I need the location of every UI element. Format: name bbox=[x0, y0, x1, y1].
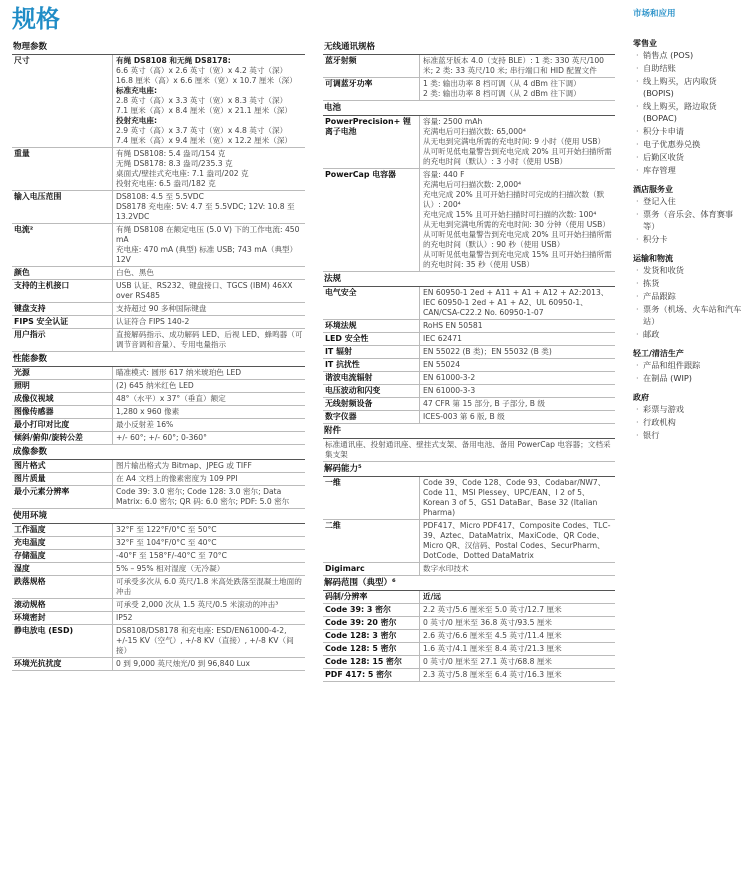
spec-value bbox=[112, 329, 305, 351]
spec-row bbox=[323, 630, 615, 643]
spec-value-line: Code 39: 3.0 密尔; Code 128: 3.0 密尔; Data Matrix: 6.0 密尔; QR 码: 6.0 密尔; PDF: 5.0 密尔 bbox=[116, 487, 290, 506]
spec-value-line: ICES-003 第 6 版, B 级 bbox=[423, 412, 505, 421]
spec-value-line: 32°F 至 122°F/0°C 至 50°C bbox=[116, 525, 217, 534]
spec-value-line: 1,280 x 960 像素 bbox=[116, 407, 180, 416]
spec-value bbox=[112, 473, 305, 485]
spec-label: IT 抗扰性 bbox=[325, 360, 360, 369]
spec-value-line: 直接解码指示、成功解码 LED、后视 LED、蜂鸣器（可调节音调和音量）、专用电量指示 bbox=[116, 330, 303, 349]
market-item: · 电子优惠券兑换 bbox=[633, 138, 743, 150]
spec-value-line: 认证符合 FIPS 140-2 bbox=[116, 317, 190, 326]
market-group bbox=[633, 392, 743, 441]
spec-value bbox=[112, 380, 305, 392]
spec-row bbox=[323, 359, 615, 372]
spec-value-line: 充电完成 15% 且可开始扫描时可扫描的次数: 100⁴ bbox=[423, 210, 597, 219]
spec-label: 一维 bbox=[325, 478, 341, 487]
spec-label: 蓝牙射频 bbox=[325, 56, 357, 65]
section-heading: 附件 bbox=[323, 424, 615, 439]
spec-label: IT 辐射 bbox=[325, 347, 352, 356]
spec-value-line: (2) 645 纳米红色 LED bbox=[116, 381, 194, 390]
spec-row bbox=[323, 372, 615, 385]
spec-row bbox=[12, 267, 305, 280]
market-group-heading: 零售业 bbox=[633, 39, 657, 48]
spec-row bbox=[12, 658, 305, 671]
spec-label: 支持的主机接口 bbox=[14, 281, 70, 290]
spec-value-line: 瞄准模式: 圆形 617 纳米琥珀色 LED bbox=[116, 368, 242, 377]
market-item: · 票务（机场、火车站和汽车站） bbox=[633, 303, 743, 327]
section-heading: 法规 bbox=[323, 272, 615, 287]
section-heading: 解码范围（典型）⁶ bbox=[323, 576, 615, 591]
spec-row bbox=[323, 287, 615, 320]
spec-value-line: EN 55022 (B 类)；EN 55032 (B 类) bbox=[423, 347, 552, 356]
spec-column-left bbox=[12, 40, 305, 671]
spec-value bbox=[112, 316, 305, 328]
spec-label: 无线射频设备 bbox=[325, 399, 373, 408]
section-heading: 使用环境 bbox=[12, 509, 305, 524]
spec-row bbox=[12, 380, 305, 393]
spec-value-line: 从可听见低电量警告到充电完成 15% 且可开始扫描所需的充电时间: 35 秒（使用 USB） bbox=[423, 250, 612, 269]
spec-value-line: 2.2 英寸/5.6 厘米至 5.0 英寸/12.7 厘米 bbox=[423, 605, 562, 614]
spec-label: 倾斜/俯仰/旋转公差 bbox=[14, 433, 83, 442]
spec-label: 照明 bbox=[14, 381, 30, 390]
market-item: · 线上购买，店内取货 (BOPIS) bbox=[633, 75, 743, 99]
spec-label: 图像传感器 bbox=[14, 407, 54, 416]
spec-value-line: 投射充电座: bbox=[116, 116, 158, 125]
market-item: · 发货和收货 bbox=[633, 264, 743, 276]
spec-value-line: -40°F 至 158°F/-40°C 至 70°C bbox=[116, 551, 227, 560]
spec-value bbox=[112, 224, 305, 266]
spec-label: 二维 bbox=[325, 521, 341, 530]
section-heading: 解码能力⁵ bbox=[323, 462, 615, 477]
spec-label: 工作温度 bbox=[14, 525, 46, 534]
spec-row bbox=[12, 303, 305, 316]
market-group bbox=[633, 253, 743, 340]
spec-label: 电流² bbox=[14, 225, 34, 234]
spec-value bbox=[419, 656, 615, 668]
spec-label: LED 安全性 bbox=[325, 334, 369, 343]
spec-label: 静电放电 (ESD) bbox=[14, 626, 74, 635]
spec-value bbox=[112, 55, 305, 147]
market-group bbox=[633, 348, 743, 384]
market-item: · 积分卡 bbox=[633, 233, 743, 245]
spec-value-line: 32°F 至 104°F/0°C 至 40°C bbox=[116, 538, 217, 547]
spec-value-line: 1.6 英寸/4.1 厘米至 8.4 英寸/21.3 厘米 bbox=[423, 644, 562, 653]
spec-label: Code 128: 3 密尔 bbox=[325, 631, 397, 640]
spec-row bbox=[323, 563, 615, 576]
spec-value-line: 0 英寸/0 厘米至 36.8 英寸/93.5 厘米 bbox=[423, 618, 553, 627]
market-item: · 银行 bbox=[633, 429, 743, 441]
spec-row bbox=[323, 169, 615, 272]
spec-value bbox=[419, 398, 615, 410]
spec-label: 用户指示 bbox=[14, 330, 46, 339]
spec-row bbox=[323, 656, 615, 669]
spec-value bbox=[112, 191, 305, 223]
spec-value bbox=[112, 550, 305, 562]
spec-label: 最小打印对比度 bbox=[14, 420, 70, 429]
spec-value bbox=[112, 280, 305, 302]
spec-value-line: 2.8 英寸（高）x 3.3 英寸（宽）x 8.3 英寸（深） bbox=[116, 96, 288, 105]
spec-value-line: 最小反射差 16% bbox=[116, 420, 174, 429]
spec-value-line: 0 英寸/0 厘米至 27.1 英寸/68.8 厘米 bbox=[423, 657, 553, 666]
markets-column bbox=[633, 8, 743, 449]
spec-value bbox=[419, 359, 615, 371]
page-title: 规格 bbox=[12, 5, 60, 33]
spec-label: PowerCap 电容器 bbox=[325, 170, 396, 179]
markets-title: 市场和应用 bbox=[633, 9, 676, 19]
spec-value-line: PDF417、Micro PDF417、Composite Codes、TLC-39、Aztec、DataMatrix、MaxiCode、QR Code、Micro QR、汉信码、Postal Codes、SecurPharm、DotCode、Dotted DataMatrix bbox=[423, 521, 611, 560]
spec-value bbox=[112, 658, 305, 670]
section-text: 标准通讯座、投射通讯座、壁挂式支架、备用电池、备用 PowerCap 电容器；文档采集支架 bbox=[323, 439, 615, 462]
section-heading: 物理参数 bbox=[12, 40, 305, 55]
spec-value-line: 支持超过 90 多种国际键盘 bbox=[116, 304, 207, 313]
spec-value-line: EN 55024 bbox=[423, 360, 461, 369]
spec-value bbox=[419, 477, 615, 519]
spec-value bbox=[419, 333, 615, 345]
spec-label: 输入电压范围 bbox=[14, 192, 62, 201]
spec-label: 成像仪视域 bbox=[14, 394, 54, 403]
spec-value-line: 标准充电座: bbox=[116, 86, 158, 95]
section-heading: 无线通讯规格 bbox=[323, 40, 615, 55]
spec-value-line: 2.3 英寸/5.8 厘米至 6.4 英寸/16.3 厘米 bbox=[423, 670, 562, 679]
spec-value-line: 5% – 95% 相对湿度（无冷凝） bbox=[116, 564, 225, 573]
spec-value bbox=[112, 576, 305, 598]
spec-row bbox=[12, 419, 305, 432]
spec-value bbox=[419, 669, 615, 681]
market-item: · 拣货 bbox=[633, 277, 743, 289]
spec-value bbox=[419, 411, 615, 423]
market-item: · 在制品 (WIP) bbox=[633, 372, 743, 384]
spec-value-line: 从可听见低电量警告到充电完成 20% 且可开始扫描所需的充电时间（默认）: 3 小时（使用 USB） bbox=[423, 147, 612, 166]
spec-row bbox=[12, 563, 305, 576]
spec-label: 图片格式 bbox=[14, 461, 46, 470]
spec-label: 湿度 bbox=[14, 564, 30, 573]
market-item: · 库存管理 bbox=[633, 164, 743, 176]
spec-row bbox=[323, 346, 615, 359]
spec-value bbox=[112, 406, 305, 418]
spec-value bbox=[419, 116, 615, 168]
spec-row bbox=[12, 576, 305, 599]
spec-value bbox=[112, 419, 305, 431]
spec-row bbox=[12, 612, 305, 625]
spec-row bbox=[12, 191, 305, 224]
spec-row bbox=[12, 550, 305, 563]
spec-value-line: Code 39、Code 128、Code 93、Codabar/NW7、Code 11、MSI Plessey、UPC/EAN、I 2 of 5、Korean 3 of 5、GS1 DataBar、Base 32 (Italian Pharma) bbox=[423, 478, 606, 517]
spec-value bbox=[112, 460, 305, 472]
spec-row bbox=[12, 537, 305, 550]
spec-value-line: 2.6 英寸/6.6 厘米至 4.5 英寸/11.4 厘米 bbox=[423, 631, 562, 640]
spec-value-line: 7.4 厘米（高）x 9.4 厘米（宽）x 12.2 厘米（深） bbox=[116, 136, 293, 145]
spec-row bbox=[12, 524, 305, 537]
market-item: · 登记入住 bbox=[633, 195, 743, 207]
section-heading: 成像参数 bbox=[12, 445, 305, 460]
spec-label: 滚动规格 bbox=[14, 600, 46, 609]
spec-label: 尺寸 bbox=[14, 56, 30, 65]
spec-row bbox=[323, 55, 615, 78]
spec-value-line: EN 61000-3-2 bbox=[423, 373, 476, 382]
spec-label: 颜色 bbox=[14, 268, 30, 277]
spec-value-line: 从可听见低电量警告到充电完成 20% 且可开始扫描所需的充电时间（默认）: 90 秒（使用 USB） bbox=[423, 230, 612, 249]
spec-row bbox=[12, 224, 305, 267]
spec-row bbox=[12, 329, 305, 352]
spec-row bbox=[12, 393, 305, 406]
spec-row bbox=[323, 385, 615, 398]
spec-value-line: 投射充电座: 6.5 盎司/182 克 bbox=[116, 179, 216, 188]
header-value: 近/远 bbox=[419, 591, 615, 603]
spec-value-line: 7.1 厘米（高）x 8.4 厘米（宽）x 21.1 厘米（深） bbox=[116, 106, 293, 115]
spec-value-line: RoHS EN 50581 bbox=[423, 321, 483, 330]
spec-value-line: 充电完成 20% 且可开始扫描时可完成的扫描次数（默认）: 200⁴ bbox=[423, 190, 605, 209]
spec-value-line: 在 A4 文档上的像素密度为 109 PPI bbox=[116, 474, 238, 483]
spec-value bbox=[112, 367, 305, 379]
spec-value bbox=[112, 563, 305, 575]
spec-label: 可调蓝牙功率 bbox=[325, 79, 373, 88]
spec-label: 电压波动和闪变 bbox=[325, 386, 381, 395]
market-item: · 销售点 (POS) bbox=[633, 49, 743, 61]
spec-value bbox=[419, 287, 615, 319]
section-heading: 性能参数 bbox=[12, 352, 305, 367]
spec-label: Code 128: 15 密尔 bbox=[325, 657, 402, 666]
spec-value-line: DS8178 充电座: 5V: 4.7 至 5.5VDC; 12V: 10.8 至 13.2VDC bbox=[116, 202, 295, 221]
spec-row bbox=[323, 411, 615, 424]
spec-label: 环境密封 bbox=[14, 613, 46, 622]
spec-value bbox=[112, 393, 305, 405]
spec-label: 图片质量 bbox=[14, 474, 46, 483]
market-item: · 票务（音乐会、体育赛事等） bbox=[633, 208, 743, 232]
spec-row bbox=[323, 617, 615, 630]
spec-value bbox=[419, 55, 615, 77]
market-item: · 产品跟踪 bbox=[633, 290, 743, 302]
spec-row bbox=[323, 643, 615, 656]
spec-value-line: 有绳 DS8108 在额定电压 (5.0 V) 下的工作电流: 450 mA bbox=[116, 225, 300, 244]
market-item: · 邮政 bbox=[633, 328, 743, 340]
spec-row bbox=[12, 432, 305, 445]
spec-label: 键盘支持 bbox=[14, 304, 46, 313]
market-group bbox=[633, 184, 743, 245]
spec-value bbox=[419, 372, 615, 384]
spec-label: 环境光抗扰度 bbox=[14, 659, 62, 668]
spec-value-line: 有绳 DS8108 和无绳 DS8178: bbox=[116, 56, 231, 65]
spec-value bbox=[419, 563, 615, 575]
market-item: · 线上购买，路边取货 (BOPAC) bbox=[633, 100, 743, 124]
spec-value-line: USB 认证、RS232、键盘接口、TGCS (IBM) 46XX over RS485 bbox=[116, 281, 293, 300]
spec-value-line: EN 61000-3-3 bbox=[423, 386, 476, 395]
spec-value bbox=[419, 346, 615, 358]
spec-value-line: 0 到 9,000 英尺烛光/0 到 96,840 Lux bbox=[116, 659, 250, 668]
spec-value bbox=[419, 630, 615, 642]
spec-value bbox=[112, 267, 305, 279]
spec-row bbox=[12, 486, 305, 509]
spec-label: 电气安全 bbox=[325, 288, 357, 297]
market-item: · 彩票与游戏 bbox=[633, 403, 743, 415]
spec-label: PDF 417: 5 密尔 bbox=[325, 670, 392, 679]
spec-value-line: 1 类: 输出功率 8 档可调（从 4 dBm 往下调） bbox=[423, 79, 581, 88]
market-group-heading: 政府 bbox=[633, 393, 649, 402]
spec-row bbox=[323, 520, 615, 563]
spec-label: PowerPrecision+ 锂离子电池 bbox=[325, 117, 411, 136]
market-group-heading: 酒店服务业 bbox=[633, 185, 673, 194]
spec-label: Code 39: 3 密尔 bbox=[325, 605, 391, 614]
spec-value-line: 2 类: 输出功率 8 档可调（从 2 dBm 往下调） bbox=[423, 89, 581, 98]
section-heading: 电池 bbox=[323, 101, 615, 116]
spec-value bbox=[419, 385, 615, 397]
market-item: · 后勤区收货 bbox=[633, 151, 743, 163]
spec-value bbox=[112, 599, 305, 611]
table-header-row bbox=[323, 591, 615, 604]
spec-row bbox=[323, 398, 615, 411]
spec-value-line: 有绳 DS8108: 5.4 盎司/154 克 bbox=[116, 149, 226, 158]
spec-row bbox=[323, 320, 615, 333]
spec-label: 充电温度 bbox=[14, 538, 46, 547]
spec-label: Digimarc bbox=[325, 564, 365, 573]
spec-value bbox=[112, 148, 305, 190]
spec-value bbox=[419, 643, 615, 655]
spec-row bbox=[12, 280, 305, 303]
spec-column-middle bbox=[323, 40, 615, 682]
spec-label: 环境法规 bbox=[325, 321, 357, 330]
spec-value-line: 从无电到完满电所需的充电时间: 30 分钟（使用 USB） bbox=[423, 220, 610, 229]
spec-label: FIPS 安全认证 bbox=[14, 317, 69, 326]
market-group bbox=[633, 38, 743, 176]
spec-row bbox=[12, 460, 305, 473]
spec-value-line: 可承受 2,000 次从 1.5 英尺/0.5 米滚动的冲击³ bbox=[116, 600, 279, 609]
spec-value bbox=[112, 432, 305, 444]
spec-label: 数字仪器 bbox=[325, 412, 357, 421]
spec-value bbox=[419, 169, 615, 271]
spec-value-line: 充电座: 470 mA (典型) 标准 USB; 743 mA（典型）12V bbox=[116, 245, 298, 264]
spec-value-line: 16.8 厘米（高）x 6.6 厘米（宽）x 10.7 厘米（深） bbox=[116, 76, 297, 85]
spec-label: 谐波电流辐射 bbox=[325, 373, 373, 382]
spec-value-line: 48°（水平）x 37°（垂直）额定 bbox=[116, 394, 226, 403]
spec-value-line: IP52 bbox=[116, 613, 133, 622]
spec-value-line: 充满电后可扫描次数: 2,000⁴ bbox=[423, 180, 522, 189]
spec-row bbox=[323, 477, 615, 520]
spec-row bbox=[12, 148, 305, 191]
spec-value bbox=[112, 524, 305, 536]
spec-row bbox=[12, 473, 305, 486]
spec-label: 最小元素分辨率 bbox=[14, 487, 70, 496]
spec-value-line: 桌面式/壁挂式充电座: 7.1 盎司/202 克 bbox=[116, 169, 249, 178]
spec-value-line: DS8108/DS8178 和充电座: ESD/EN61000-4-2, +/-15 KV（空气）, +/-8 KV（直接）, +/-8 KV（间接） bbox=[116, 626, 294, 655]
spec-row bbox=[323, 78, 615, 101]
spec-value-line: 容量: 2500 mAh bbox=[423, 117, 483, 126]
market-item: · 积分卡申请 bbox=[633, 125, 743, 137]
spec-value-line: IEC 62471 bbox=[423, 334, 462, 343]
spec-value bbox=[112, 486, 305, 508]
spec-label: 重量 bbox=[14, 149, 30, 158]
spec-row bbox=[323, 116, 615, 169]
spec-value-line: 容量: 440 F bbox=[423, 170, 465, 179]
spec-row bbox=[12, 55, 305, 148]
spec-value bbox=[112, 303, 305, 315]
market-group-heading: 运输和物流 bbox=[633, 254, 673, 263]
spec-value-line: 可承受多次从 6.0 英尺/1.8 米高处跌落至混凝土地面的冲击 bbox=[116, 577, 302, 596]
spec-value bbox=[112, 537, 305, 549]
spec-value bbox=[419, 617, 615, 629]
spec-value-line: 2.9 英寸（高）x 3.7 英寸（宽）x 4.8 英寸（深） bbox=[116, 126, 288, 135]
spec-value-line: 从无电到完满电所需的充电时间: 9 小时（使用 USB） bbox=[423, 137, 606, 146]
spec-value-line: 47 CFR 第 15 部分, B 子部分, B 级 bbox=[423, 399, 545, 408]
spec-row bbox=[12, 367, 305, 380]
market-item: · 行政机构 bbox=[633, 416, 743, 428]
spec-value-line: DS8108: 4.5 至 5.5VDC bbox=[116, 192, 204, 201]
spec-value bbox=[419, 78, 615, 100]
spec-row bbox=[12, 625, 305, 658]
spec-row bbox=[12, 406, 305, 419]
market-group-heading: 轻工/清洁生产 bbox=[633, 349, 684, 358]
spec-label: 光源 bbox=[14, 368, 30, 377]
spec-value-line: 无绳 DS8178: 8.3 盎司/235.3 克 bbox=[116, 159, 233, 168]
spec-label: 存储温度 bbox=[14, 551, 46, 560]
spec-value-line: 图片输出格式为 Bitmap、JPEG 或 TIFF bbox=[116, 461, 252, 470]
spec-value bbox=[112, 612, 305, 624]
spec-value-line: +/- 60°; +/- 60°; 0-360° bbox=[116, 433, 207, 442]
spec-row bbox=[323, 333, 615, 346]
spec-row bbox=[12, 599, 305, 612]
spec-value bbox=[419, 320, 615, 332]
spec-value bbox=[419, 520, 615, 562]
spec-label: Code 39: 20 密尔 bbox=[325, 618, 397, 627]
spec-value-line: 数字水印技术 bbox=[423, 564, 469, 573]
spec-label: Code 128: 5 密尔 bbox=[325, 644, 397, 653]
spec-value-line: 白色、黑色 bbox=[116, 268, 154, 277]
spec-value-line: 充满电后可扫描次数: 65,000⁴ bbox=[423, 127, 526, 136]
spec-value-line: 6.6 英寸（高）x 2.6 英寸（宽）x 4.2 英寸（深） bbox=[116, 66, 288, 75]
market-item: · 产品和组件跟踪 bbox=[633, 359, 743, 371]
spec-row bbox=[323, 604, 615, 617]
spec-row bbox=[12, 316, 305, 329]
market-item: · 自助结账 bbox=[633, 62, 743, 74]
spec-row bbox=[323, 669, 615, 682]
spec-value bbox=[419, 604, 615, 616]
spec-value-line: EN 60950-1 2ed + A11 + A1 + A12 + A2:2013、IEC 60950-1 2ed + A1 + A2、UL 60950-1、CAN/CSA-C22.2 No. 60950-1-07 bbox=[423, 288, 609, 317]
header-label: 码制/分辨率 bbox=[325, 592, 368, 601]
spec-label: 跌落规格 bbox=[14, 577, 46, 586]
spec-value-line: 标准蓝牙版本 4.0（支持 BLE）: 1 类: 330 英尺/100 米; 2 类: 33 英尺/10 米; 串行端口和 HID 配置文件 bbox=[423, 56, 605, 75]
spec-value bbox=[112, 625, 305, 657]
